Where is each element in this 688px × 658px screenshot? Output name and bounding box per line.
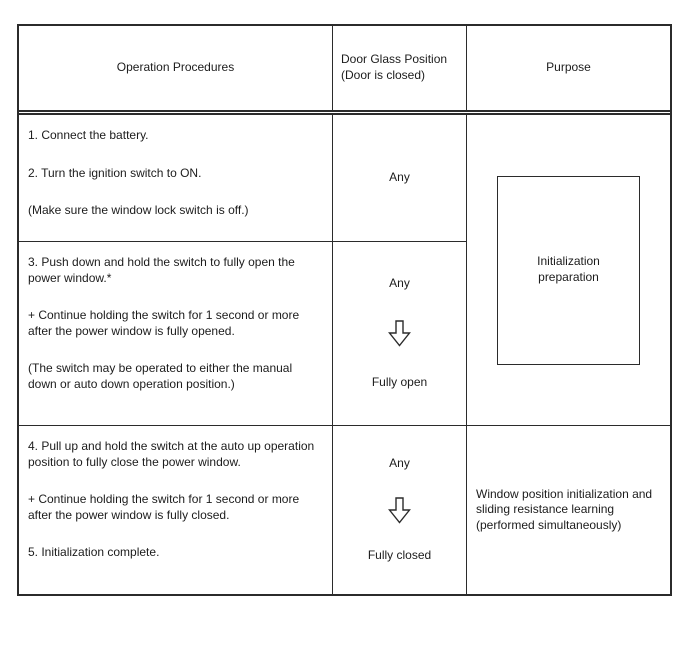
initialization-procedure-table xyxy=(17,24,672,596)
header-operation-procedures xyxy=(19,26,333,110)
down-arrow-icon xyxy=(388,497,411,524)
purpose-text: Window position initialization and sliding resistance learning (performed simultaneously) xyxy=(476,486,653,532)
position-value: Any xyxy=(389,456,410,471)
down-arrow-icon xyxy=(388,320,411,347)
position-value: Fully closed xyxy=(367,547,432,562)
procedure-step: 1. Connect the battery. xyxy=(28,128,149,142)
procedure-step: 3. Push down and hold the switch to fully open the power window.* xyxy=(28,255,295,285)
procedure-step: (The switch may be operated to either the manual down or auto down operation position.) xyxy=(28,361,293,391)
row2-operation-cell xyxy=(19,242,333,426)
initialization-preparation-box xyxy=(497,176,640,365)
header-door-glass-position xyxy=(333,26,467,110)
header-door-glass-position-line2: (Door is closed) xyxy=(341,68,426,82)
row1-operation-cell xyxy=(19,115,333,242)
procedure-step: + Continue holding the switch for 1 second or more after the power window is fully closed. xyxy=(28,492,300,522)
procedure-step: + Continue holding the switch for 1 second or more after the power window is fully opened. xyxy=(28,308,300,338)
header-door-glass-position-line1: Door Glass Position xyxy=(341,52,448,67)
table-header-row xyxy=(19,26,670,115)
row1-position-cell xyxy=(333,115,467,242)
procedure-step: 5. Initialization complete. xyxy=(28,545,160,560)
header-purpose-label: Purpose xyxy=(546,60,591,75)
table-body xyxy=(19,115,670,594)
row3-operation-cell xyxy=(19,426,333,594)
position-value: Any xyxy=(389,276,410,291)
header-door-glass-position-label xyxy=(341,52,447,83)
procedure-step: (Make sure the window lock switch is off.) xyxy=(28,203,249,218)
purpose-initialization-preparation-cell xyxy=(467,115,670,426)
row2-position-cell xyxy=(333,242,467,426)
purpose-window-learning-cell xyxy=(467,426,670,594)
position-value: Fully open xyxy=(371,375,428,390)
position-value: Any xyxy=(389,170,410,185)
procedure-step: 2. Turn the ignition switch to ON. xyxy=(28,165,202,180)
purpose-text: Initialization preparation xyxy=(537,254,600,284)
procedure-step: 4. Pull up and hold the switch at the auto up operation position to fully close the power window. xyxy=(28,439,315,469)
row3-position-cell xyxy=(333,426,467,594)
header-purpose xyxy=(467,26,670,110)
header-operation-procedures-label: Operation Procedures xyxy=(116,60,235,75)
